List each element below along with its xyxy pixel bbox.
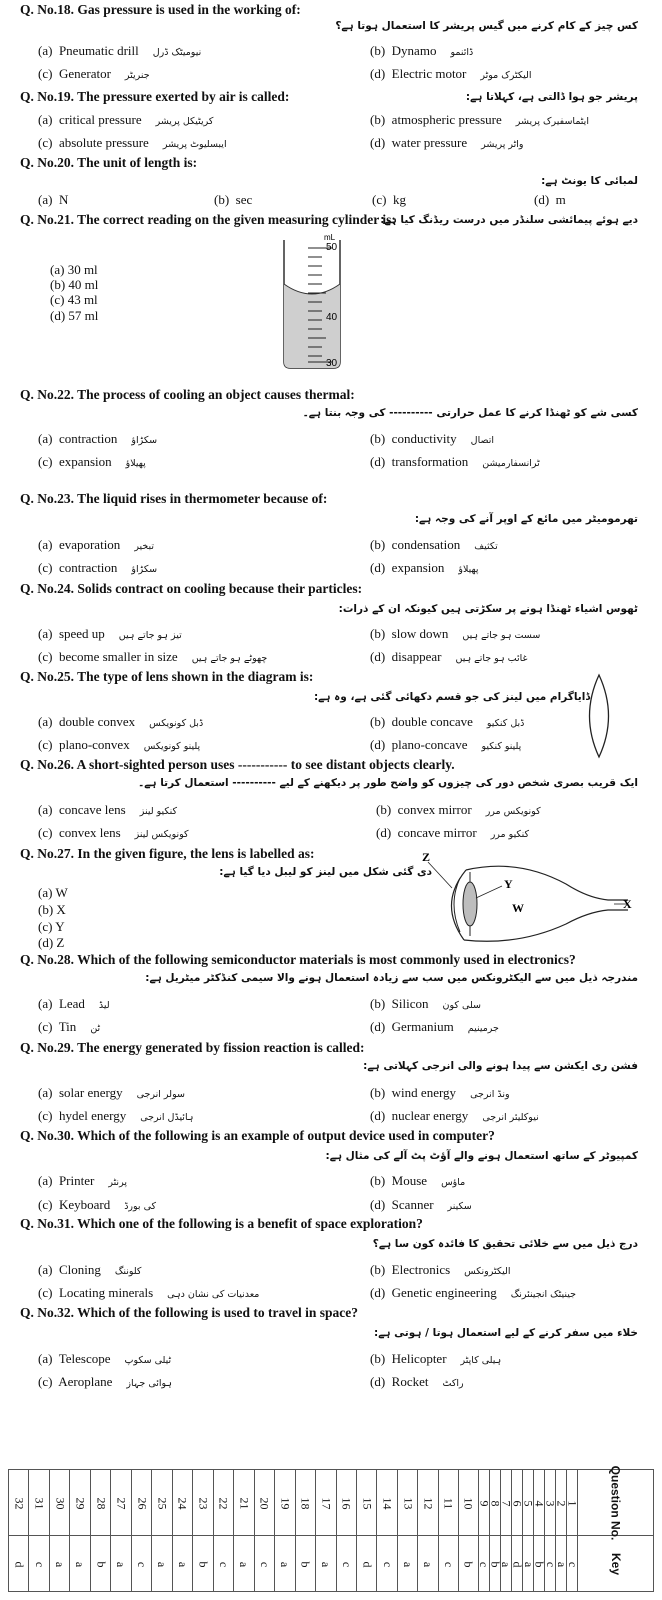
key-answer: a [114, 1561, 129, 1567]
question-number: Q. No.32. [20, 1305, 74, 1320]
question-number: Q. No.22. [20, 387, 74, 402]
option-b: (b) conductivity اتصال [370, 431, 494, 446]
key-question-number-cell [336, 1470, 356, 1536]
question-urdu: دیے ہوئے پیمائشی سلنڈر میں درست ریڈنگ کیا ہے: [380, 214, 638, 226]
question-urdu: مندرجہ ذیل میں سے الیکٹرونکس میں سب سے زیادہ استعمال ہونے والا سیمی کنڈکٹر میٹریل ہے: [145, 972, 638, 984]
option-a: (a) solar energy سولر انرجی [38, 1085, 185, 1100]
key-question-number: 6 [510, 1500, 525, 1506]
option-c: (c) become smaller in size چھوٹے ہو جاتے ہیں [38, 649, 268, 664]
key-header-question: Question No. [608, 1465, 623, 1540]
option-a: (a) double convex ڈبل کونویکس [38, 714, 204, 729]
option-b: (b) Silicon سلی کون [370, 996, 481, 1011]
option-c: (c) Keyboard کی بورڈ [38, 1197, 157, 1212]
option-d: (d) 57 ml [50, 308, 99, 323]
key-question-number-cell [49, 1470, 69, 1536]
question-text: The process of cooling an object causes thermal: [77, 387, 355, 402]
key-question-number: 5 [521, 1500, 536, 1506]
option-a: (a) Lead لیڈ [38, 996, 110, 1011]
option-c: (c) kg [372, 192, 406, 207]
question-number: Q. No.28. [20, 952, 74, 967]
question-text: A short-sighted person uses ----------- to see distant objects clearly. [76, 757, 455, 772]
option-d: (d) Rocket راکٹ [370, 1374, 464, 1389]
question-urdu: پریشر جو ہوا ڈالتی ہے، کہلاتا ہے: [465, 91, 638, 103]
key-question-number-cell [254, 1470, 274, 1536]
key-question-number: 14 [380, 1497, 395, 1509]
key-answer: d [360, 1561, 375, 1567]
key-question-number: 10 [461, 1497, 476, 1509]
question-urdu: فشن ری ایکشن سے پیدا ہونے والی انرجی کہلاتی ہے: [363, 1060, 638, 1072]
question-text: Which of the following is used to travel in space? [77, 1305, 359, 1320]
eye-label-y: Y [504, 877, 513, 891]
option-a: (a) contraction سکڑاؤ [38, 431, 158, 446]
question-urdu: خلاء میں سفر کرنے کے لیے استعمال ہوتا / ہوتی ہے: [374, 1327, 638, 1339]
key-answer: a [237, 1561, 252, 1567]
question-text: The pressure exerted by air is called: [77, 89, 290, 104]
key-answer-cell [316, 1536, 336, 1592]
key-question-number-cell [29, 1470, 49, 1536]
key-question-number-cell [356, 1470, 376, 1536]
question-text: Solids contract on cooling because their particles: [77, 581, 363, 596]
key-answer: c [339, 1561, 354, 1567]
option-b: (b) atmospheric pressure ایٹماسفیرک پریشر [370, 112, 589, 127]
key-answer: a [421, 1561, 436, 1567]
question-text: The correct reading on the given measuring cylinder is: [77, 212, 396, 227]
key-answer: c [441, 1561, 456, 1567]
option-d: (d) m [534, 192, 566, 207]
key-answer-cell [418, 1536, 438, 1592]
key-question-number: 8 [488, 1500, 503, 1506]
question-urdu: ٹھوس اشیاء ٹھنڈا ہونے پر سکڑتی ہیں کیونکہ ان کے ذرات: [338, 603, 638, 615]
option-b: (b) Helicopter ہیلی کاپٹر [370, 1351, 502, 1366]
key-question-number: 24 [175, 1497, 190, 1509]
option-c: (c) convex lens کونویکس لینز [38, 825, 189, 840]
key-question-number: 30 [53, 1497, 68, 1509]
key-answer-cell [49, 1536, 69, 1592]
key-answers-row [9, 1536, 654, 1592]
question-text: The liquid rises in thermometer because of: [77, 491, 328, 506]
question-urdu: ایک قریب بصری شخص دور کی چیزوں کو واضح طور پر دیکھنے کے لیے ---------- استعمال کرتا ہے۔ [138, 777, 638, 789]
key-question-number: 27 [114, 1497, 129, 1509]
question-number: Q. No.27. [20, 846, 74, 861]
key-answer: a [401, 1561, 416, 1567]
option-d: (d) Z [38, 935, 65, 950]
question-number: Q. No.23. [20, 491, 74, 506]
option-b: (b) sec [214, 192, 253, 207]
option-c: (c) Aeroplane ہوائی جہاز [38, 1374, 172, 1389]
eye-label-x: X [623, 897, 632, 911]
key-question-number-cell [9, 1470, 29, 1536]
option-c: (c) absolute pressure ایبسلیوٹ پریشر [38, 135, 227, 150]
option-a: (a) Pneumatic drill نیومیٹک ڈرل [38, 43, 202, 58]
question-number: Q. No.24. [20, 581, 74, 596]
question-text: The energy generated by fission reaction is called: [77, 1040, 365, 1055]
question-number: Q. No.21. [20, 212, 74, 227]
key-answer: b [94, 1561, 109, 1567]
key-question-number-cell [70, 1470, 90, 1536]
key-question-number: 7 [499, 1500, 514, 1506]
question-text: The unit of length is: [77, 155, 198, 170]
option-d: (d) transformation ٹرانسفارمیشن [370, 454, 540, 469]
key-question-number-cell [567, 1470, 578, 1536]
option-c: (c) Tin ٹن [38, 1019, 101, 1034]
key-answer: c [543, 1561, 558, 1567]
option-a: (a) speed up تیز ہو جاتے ہیں [38, 626, 182, 641]
key-answer: a [175, 1561, 190, 1567]
key-header-key: Key [608, 1552, 623, 1575]
key-answer: d [510, 1561, 525, 1567]
option-a: (a) concave lens کنکیو لینز [38, 802, 178, 817]
key-question-number-cell [90, 1470, 110, 1536]
key-question-number: 28 [94, 1497, 109, 1509]
question-number: Q. No.25. [20, 669, 74, 684]
question-urdu: تھرمومیٹر میں مائع کے اوپر آنے کی وجہ ہے: [414, 513, 638, 525]
option-c: (c) contraction سکڑاؤ [38, 560, 158, 575]
key-answer-cell [295, 1536, 315, 1592]
key-answer: b [298, 1561, 313, 1567]
key-answer-cell [377, 1536, 397, 1592]
question-urdu: کمپیوٹر کے ساتھ استعمال ہونے والے آؤٹ پٹ آلے کی مثال ہے: [325, 1150, 638, 1162]
eye-diagram-figure [418, 848, 640, 952]
key-answer-cell [213, 1536, 233, 1592]
question-urdu: کس چیز کے کام کرنے میں گیس پریشر کا استعمال ہوتا ہے؟ [335, 20, 638, 32]
key-answer-cell [193, 1536, 213, 1592]
key-answer-cell [29, 1536, 49, 1592]
key-answer-cell [397, 1536, 417, 1592]
key-answer: c [135, 1561, 150, 1567]
question-text: Which one of the following is a benefit of space exploration? [77, 1216, 423, 1231]
option-a: (a) Printer پرنٹر [38, 1173, 127, 1188]
key-question-number-cell [438, 1470, 458, 1536]
question-urdu: دی گئی شکل میں لینز کو لیبل دیا گیا ہے: [219, 866, 432, 878]
question-number: Q. No.26. [20, 757, 74, 772]
key-answer-cell [152, 1536, 172, 1592]
key-answer-cell [234, 1536, 254, 1592]
key-question-number: 22 [216, 1497, 231, 1509]
question-urdu: ڈایاگرام میں لینز کی جو قسم دکھائی گئی ہے، وہ ہے: [313, 691, 590, 703]
option-c: (c) 43 ml [50, 292, 98, 307]
key-answer: c [216, 1561, 231, 1567]
question-text: Which of the following semiconductor materials is most commonly used in electronics? [77, 952, 576, 967]
option-d: (d) concave mirror کنکیو مرر [376, 825, 530, 840]
question-text: The type of lens shown in the diagram is: [77, 669, 314, 684]
key-question-number: 18 [298, 1497, 313, 1509]
key-question-number-cell [234, 1470, 254, 1536]
key-question-number: 32 [12, 1497, 27, 1509]
key-question-number-cell [193, 1470, 213, 1536]
question-number: Q. No.31. [20, 1216, 74, 1231]
key-question-number: 29 [73, 1497, 88, 1509]
key-question-number: 2 [554, 1500, 569, 1506]
key-answer-cell [172, 1536, 192, 1592]
key-question-number: 31 [32, 1497, 47, 1509]
option-c: (c) hydel energy ہائیڈل انرجی [38, 1108, 194, 1123]
option-c: (c) Locating minerals معدنیات کی نشان دہی [38, 1285, 260, 1300]
key-header-question-cell [578, 1465, 654, 1540]
question-number: Q. No.19. [20, 89, 74, 104]
question-urdu: لمبائی کا یونٹ ہے: [541, 175, 638, 187]
cylinder-tick-label: 40 [326, 312, 338, 323]
key-question-number: 19 [278, 1497, 293, 1509]
answer-key-table [8, 1465, 654, 1592]
option-d: (d) nuclear energy نیوکلیئر انرجی [370, 1108, 539, 1123]
option-b: (b) slow down سست ہو جاتے ہیں [370, 626, 541, 641]
question-urdu: درج ذیل میں سے خلائی تحقیق کا فائدہ کون سا ہے؟ [372, 1238, 638, 1250]
key-question-number: 17 [319, 1497, 334, 1509]
option-d: (d) Electric motor الیکٹرک موٹر [370, 66, 532, 81]
key-answer: c [32, 1561, 47, 1567]
option-a: (a) critical pressure کریٹیکل پریشر [38, 112, 214, 127]
option-c: (c) plano-convex پلینو کونویکس [38, 737, 201, 752]
option-c: (c) Generator جنریٹر [38, 66, 150, 81]
key-answer: a [521, 1561, 536, 1567]
key-answer-cell [254, 1536, 274, 1592]
option-a: (a) 30 ml [50, 262, 98, 277]
option-d: (d) Germanium جرمینیم [370, 1019, 499, 1034]
key-question-number: 15 [360, 1497, 375, 1509]
option-a: (a) N [38, 192, 69, 207]
key-answer: a [73, 1561, 88, 1567]
key-question-number: 3 [543, 1500, 558, 1506]
key-answer-cell [111, 1536, 131, 1592]
question-text: Which of the following is an example of output device used in computer? [77, 1128, 495, 1143]
key-question-number-cell [213, 1470, 233, 1536]
key-question-number: 1 [565, 1500, 580, 1506]
option-a: (a) evaporation تبخیر [38, 537, 155, 552]
key-answer: c [565, 1561, 580, 1567]
option-b: (b) Dynamo ڈائنمو [370, 43, 474, 58]
key-answer: a [278, 1561, 293, 1567]
key-answer: b [196, 1561, 211, 1567]
key-question-number-cell [111, 1470, 131, 1536]
option-d: (d) plano-concave پلینو کنکیو [370, 737, 522, 752]
eye-label-w: W [512, 901, 524, 915]
question-urdu: کسی شے کو ٹھنڈا کرنے کا عمل حرارتی ---------- کی وجہ بنتا ہے۔ [302, 407, 638, 419]
option-d: (d) water pressure واٹر پریشر [370, 135, 524, 150]
option-b: (b) Electronics الیکٹرونکس [370, 1262, 511, 1277]
option-d: (d) Scanner سکینر [370, 1197, 472, 1212]
key-question-number-cell [418, 1470, 438, 1536]
key-answer-cell [70, 1536, 90, 1592]
key-answer: a [499, 1561, 514, 1567]
key-question-number: 4 [532, 1500, 547, 1506]
question-text: In the given figure, the lens is labelled as: [77, 846, 315, 861]
key-question-number: 9 [477, 1500, 492, 1506]
key-question-number-cell [275, 1470, 295, 1536]
key-answer: c [380, 1561, 395, 1567]
key-question-number: 16 [339, 1497, 354, 1509]
question-number: Q. No.30. [20, 1128, 74, 1143]
key-question-number-cell [295, 1470, 315, 1536]
key-answer: a [319, 1561, 334, 1567]
key-answer-cell [275, 1536, 295, 1592]
question-number: Q. No.20. [20, 155, 74, 170]
key-answer: a [155, 1561, 170, 1567]
key-question-number-cell [172, 1470, 192, 1536]
key-answer: b [532, 1561, 547, 1567]
question-number: Q. No.18. [20, 2, 74, 17]
option-a: (a) Telescope ٹیلی سکوپ [38, 1351, 172, 1366]
key-answer-cell [90, 1536, 110, 1592]
key-answer: c [257, 1561, 272, 1567]
question-text: Gas pressure is used in the working of: [77, 2, 301, 17]
key-answer: a [53, 1561, 68, 1567]
option-c: (c) Y [38, 919, 65, 934]
option-b: (b) Mouse ماؤس [370, 1173, 466, 1188]
key-question-number: 20 [257, 1497, 272, 1509]
cylinder-tick-label: 50 [326, 242, 338, 253]
key-answer-cell [356, 1536, 376, 1592]
option-b: (b) 40 ml [50, 277, 99, 292]
key-question-number-cell [377, 1470, 397, 1536]
key-answer: d [12, 1561, 27, 1567]
key-question-number: 13 [401, 1497, 416, 1509]
key-question-number: 25 [155, 1497, 170, 1509]
key-answer-cell [336, 1536, 356, 1592]
option-d: (d) Genetic engineering جینیٹک انجینئرنگ [370, 1285, 576, 1300]
option-b: (b) wind energy ونڈ انرجی [370, 1085, 510, 1100]
option-d: (d) disappear غائب ہو جاتے ہیں [370, 649, 528, 664]
cylinder-tick-label: 30 [326, 358, 338, 369]
key-question-number-cell [131, 1470, 151, 1536]
key-question-number: 12 [421, 1497, 436, 1509]
option-a: (a) Cloning کلوننگ [38, 1262, 142, 1277]
double-convex-lens-figure [580, 673, 618, 759]
eye-label-z: Z [422, 850, 431, 864]
key-question-number-cell [397, 1470, 417, 1536]
option-a: (a) W [38, 885, 68, 900]
option-d: (d) expansion پھیلاؤ [370, 560, 479, 575]
key-answer: b [461, 1561, 476, 1567]
option-b: (b) double concave ڈبل کنکیو [370, 714, 525, 729]
key-question-number-cell [316, 1470, 336, 1536]
question-number: Q. No.29. [20, 1040, 74, 1055]
key-answer-cell [567, 1536, 578, 1592]
key-question-number: 21 [237, 1497, 252, 1509]
key-numbers-row [9, 1470, 654, 1536]
key-question-number: 26 [135, 1497, 150, 1509]
key-question-number-cell [152, 1470, 172, 1536]
key-header-key-cell [578, 1536, 654, 1592]
option-b: (b) convex mirror کونویکس مرر [376, 802, 541, 817]
key-question-number: 23 [196, 1497, 211, 1509]
measuring-cylinder-figure [278, 234, 350, 372]
key-answer: c [477, 1561, 492, 1567]
key-answer: b [488, 1561, 503, 1567]
option-b: (b) condensation تکثیف [370, 537, 498, 552]
key-question-number: 11 [441, 1497, 456, 1509]
key-answer-cell [131, 1536, 151, 1592]
key-answer-cell [438, 1536, 458, 1592]
cylinder-unit: mL [324, 234, 336, 242]
option-c: (c) expansion پھیلاؤ [38, 454, 146, 469]
key-answer-cell [9, 1536, 29, 1592]
key-answer: a [554, 1561, 569, 1567]
option-b: (b) X [38, 902, 66, 917]
